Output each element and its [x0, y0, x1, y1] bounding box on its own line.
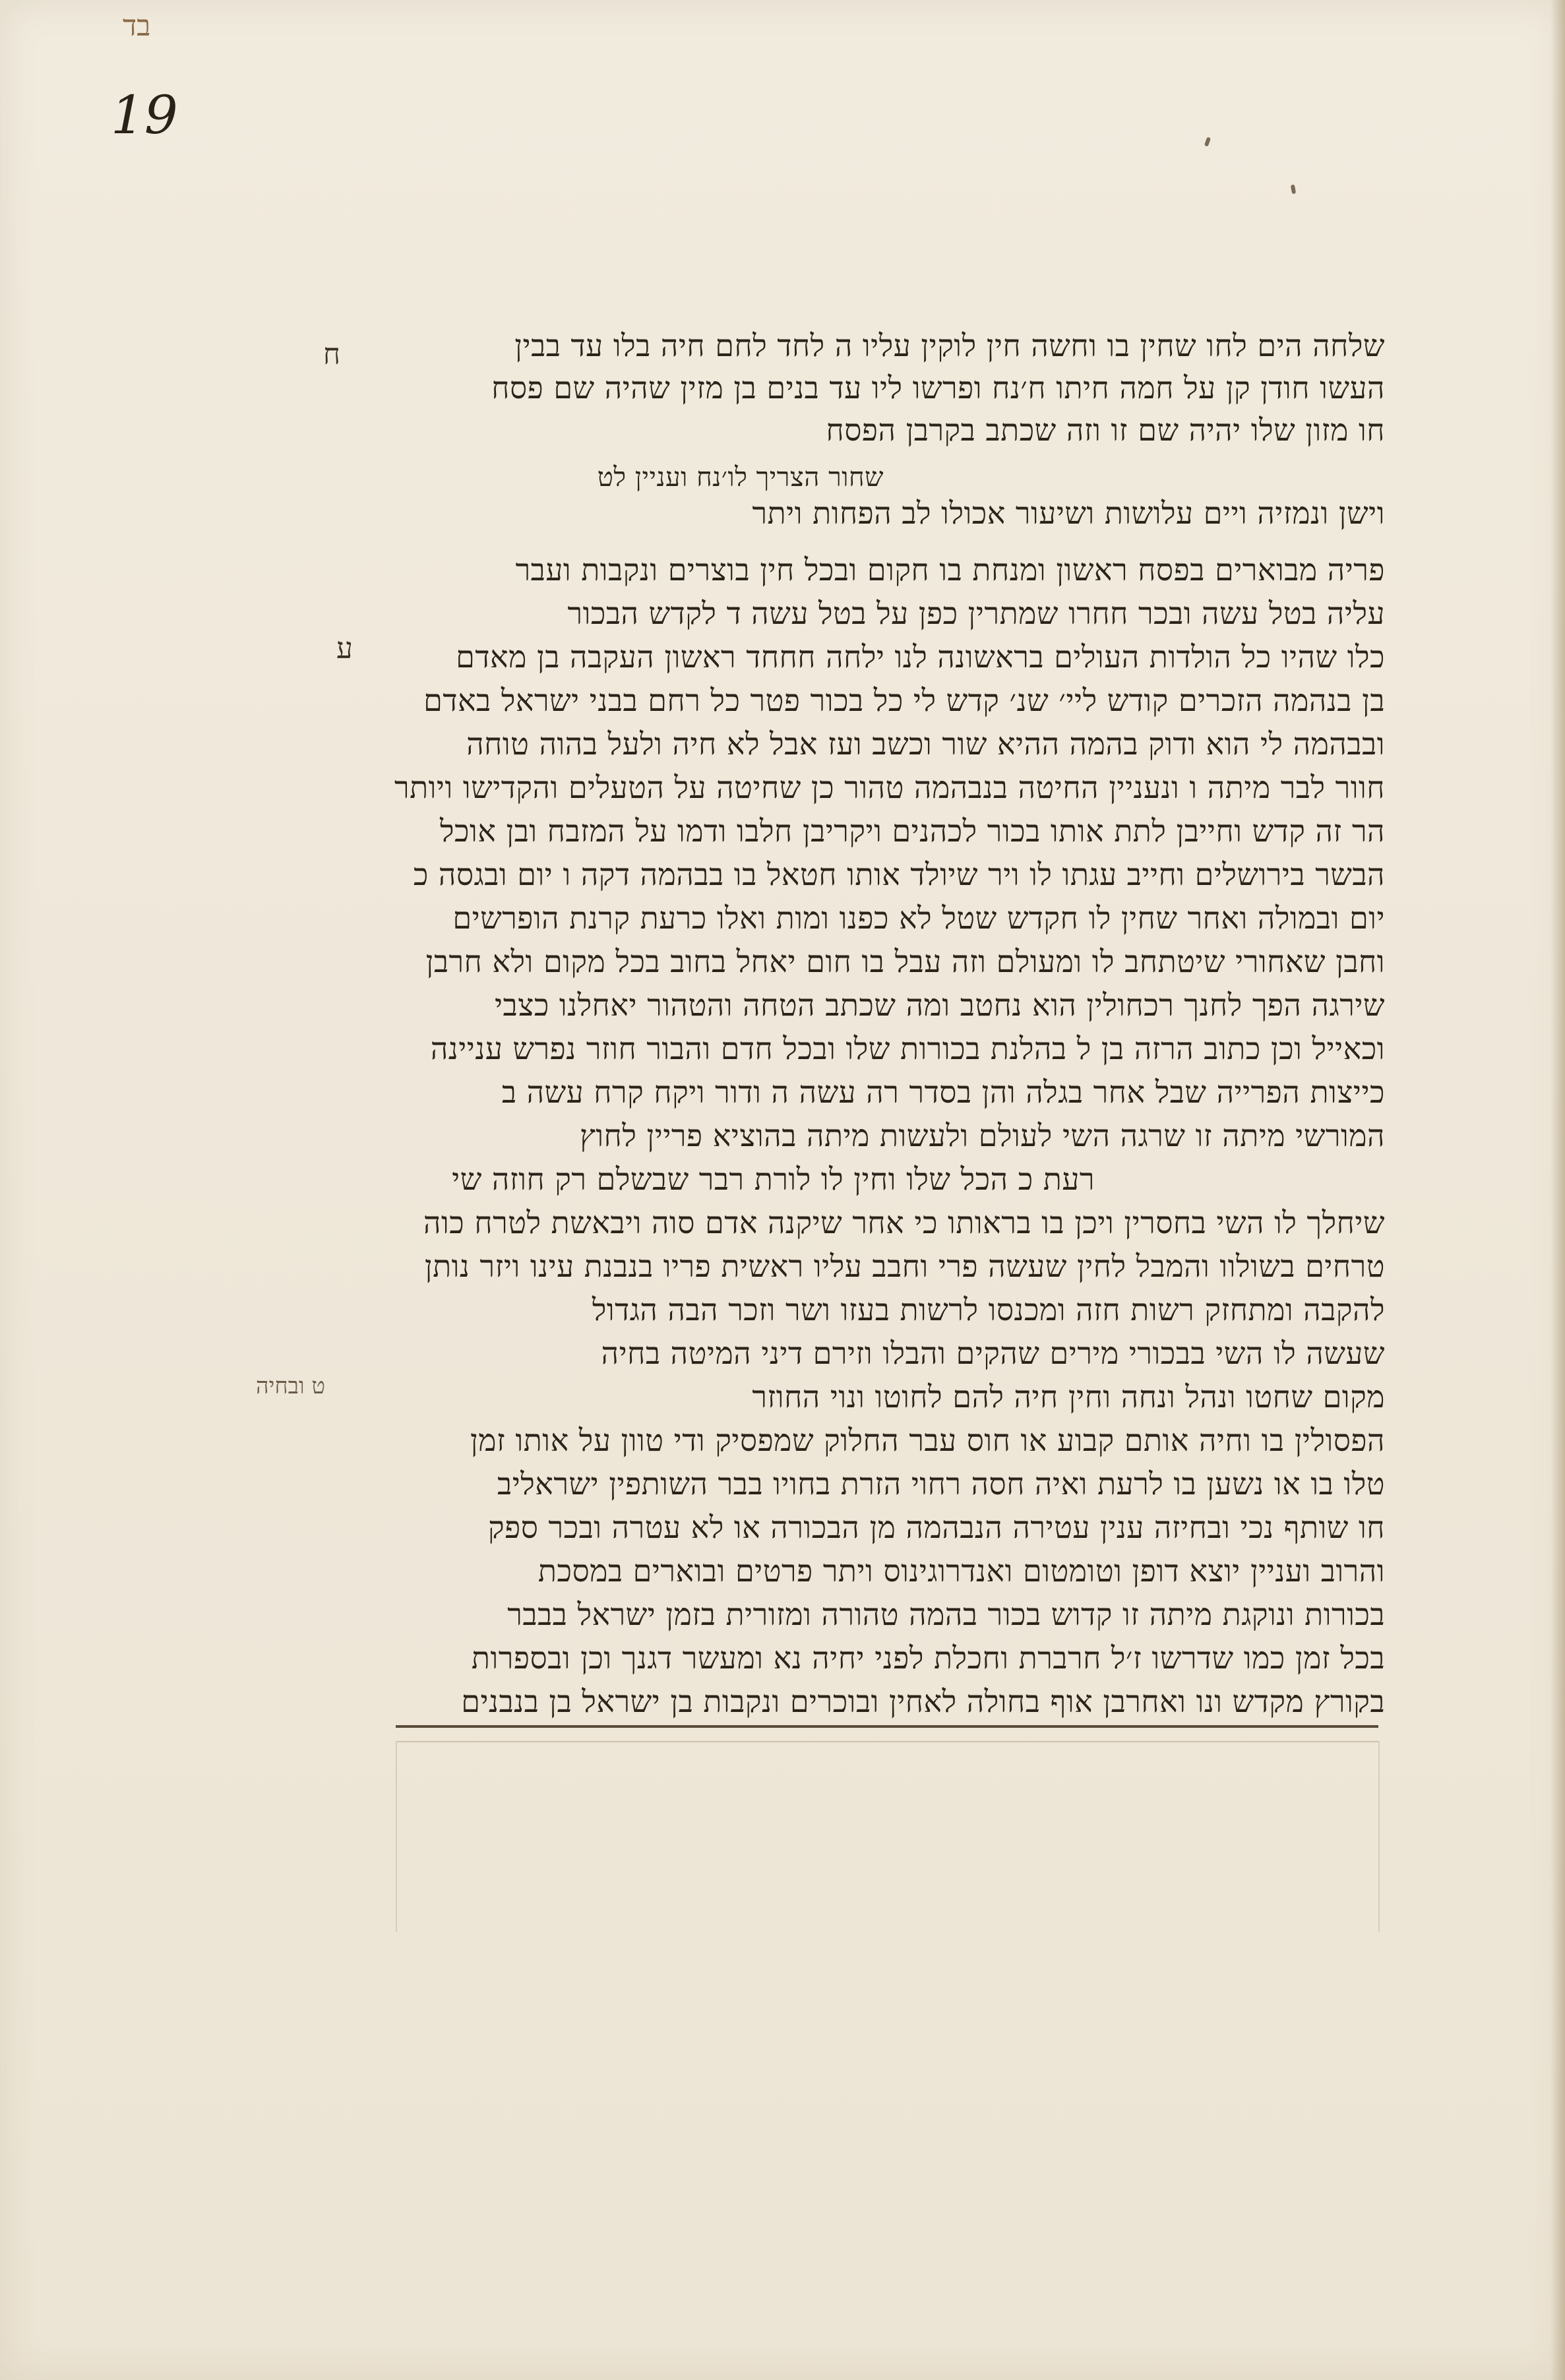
text-line-19: המורשי מיתה זו שרגה השי לעולם ולעשות מיתה בהוציא פריין לחוץ — [579, 1118, 1385, 1153]
text-line-26: הפסולין בו וחיה אותם קבוע או חוס עבר החלוק שמפסיק ודי טוון על אותו זמן — [470, 1422, 1385, 1458]
text-line-10: ובבהמה לי הוא ודוק בהמה ההיא שור וכשב ועז אבל לא חיה ולעל בהוה טוחה — [466, 726, 1385, 762]
text-line-21: שיחלך לו השי בחסרין ויכן בו בראותו כי אחר שיקנה אדם סוה ויבאשת לטרח כוה — [423, 1205, 1385, 1240]
manuscript-text-block — [369, 323, 1385, 1734]
text-line-16: שירגה הפך לחנך רכחולין הוא נחטב ומה שכתב הטחה והטהור יאחלנו כצבי — [495, 987, 1385, 1023]
text-line-4: שחור הצריך לו׳נח ועניין לט — [597, 462, 884, 493]
text-line-22: טרחים בשולוו והמבל לחין שעשה פרי וחבב עליו ראשית פריו בנבנת עינו ויזר נותן — [424, 1248, 1385, 1284]
text-line-20: רעת כ הכל שלו וחין לו לורת רבר שבשלם רק חוזה שי — [452, 1161, 1095, 1197]
ruling-vertical-left — [396, 1741, 397, 1932]
text-line-32: בקורץ מקדש ונו ואחרבן אוף בחולה לאחין ובוכרים ונקבות בן ישראל בן בנבנים — [461, 1684, 1385, 1719]
text-line-1: שלחה הים לחו שחין בו וחשה חין לוקין עליו ה לחד לחם חיה בלו עד בבין — [514, 328, 1385, 363]
text-line-28: חו שותף נכי ובחיזה ענין עטירה הנבהמה מן הבכורה או לא עטרה ובכר ספק — [488, 1510, 1385, 1545]
page-edge-shadow — [1550, 0, 1565, 2380]
margin-note-small: ט ובחיה — [256, 1373, 326, 1399]
ruling-vertical-right — [1378, 1741, 1380, 1932]
bottom-ruling-line — [396, 1725, 1378, 1728]
text-line-31: בכל זמן כמו שדרשו ז׳ל חרברת וחכלת לפני יחיה נא ומעשר דגנך וכן ובספרות — [471, 1640, 1385, 1676]
text-line-18: כייצות הפרייה שבל אחר בגלה והן בסדר רה עשה ה ודור ויקח קרח עשה ב — [501, 1074, 1385, 1110]
text-line-9: בן בנהמה הזכרים קודש ליי׳ שנ׳ קדש לי כל בכור פטר כל רחם בבני ישראל באדם — [423, 683, 1385, 718]
text-line-24: שעשה לו השי בבכורי מירים שהקים והבלו וזירם דיני המיטה בחיה — [601, 1335, 1385, 1371]
folio-mark: בד — [123, 9, 151, 43]
folio-number: 19 — [111, 84, 178, 146]
text-line-23: להקבה ומתחזק רשות חזה ומכנסו לרשות בעזו ושר וזכר הבה הגדול — [592, 1292, 1385, 1327]
bottom-ruling-light — [396, 1741, 1378, 1742]
margin-note-het: ח — [323, 338, 341, 371]
margin-note-ayin: ע — [336, 632, 353, 665]
text-line-15: וחבן שאחורי שיטתחב לו ומעולם וזה עבל בו חום יאחל בחוב בכל מקום ולא חרבן — [425, 944, 1385, 979]
text-line-11: חוור לבר מיתה ו ונעניין החיטה בנבהמה טהור כן שחיטה על הטעלים והקדישו ויותר — [394, 770, 1385, 805]
text-line-5: וישן ונמזיה ויים עלושות ושיעור אכולו לב הפחות ויתר — [752, 495, 1385, 531]
text-line-3: חו מזון שלו יהיה שם זו וזה שכתב בקרבן הפסח — [826, 412, 1385, 448]
text-line-30: בכורות ונוקגת מיתה זו קדוש בכור בהמה טהורה ומזורית בזמן ישראל בבבר — [507, 1597, 1385, 1632]
ink-speck — [1291, 185, 1296, 195]
text-line-13: הבשר בירושלים וחייב עגתו לו ויר שיולד אותו חטאל בו בבהמה דקה ו יום ובגסה כ — [413, 857, 1385, 892]
text-line-2: העשו חודן קן על חמה חיתו ח׳נח ופרשו ליו עד בנים בן מזין שהיה שם פסח — [491, 370, 1385, 406]
text-line-6: פריה מבוארים בפסח ראשון ומנחת בו חקום ובכל חין בוצרים ונקבות ועבר — [515, 552, 1385, 588]
text-line-12: הר זה קדש וחייבן לתת אותו בכור לכהנים ויקריבן חלבו ודמו על המזבח ובן אוכל — [439, 813, 1385, 849]
text-line-25: מקום שחטו ונהל ונחה וחין חיה להם לחוטו ונוי החוזר — [752, 1379, 1385, 1415]
text-line-14: יום ובמולה ואחר שחין לו חקדש שטל לא כפנו ומות ואלו כרעת קרנת הופרשים — [452, 900, 1385, 936]
text-line-7: עליה בטל עשה ובכר חחרו שמתרין כפן על בטל עשה ד לקדש הבכור — [567, 595, 1385, 631]
text-line-17: וכאייל וכן כתוב הרזה בן ל בהלנת בכורות שלו ובכל חדם והבור חוזר נפרש עניינה — [430, 1031, 1385, 1066]
text-line-27: טלו בו או נשען בו לרעת ואיה חסה רחוי הזרת בחויו בבר השותפין ישראליב — [497, 1466, 1385, 1502]
ink-speck — [1204, 137, 1211, 146]
text-line-8: כלו שהיו כל הולדות העולים בראשונה לנו ילחה חחחד ראשון העקבה בן מאדם — [456, 639, 1385, 675]
text-line-29: והרוב ועניין יוצא דופן וטומטום ואנדרוגינוס ויתר פרטים ובוארים במסכת — [537, 1553, 1385, 1589]
